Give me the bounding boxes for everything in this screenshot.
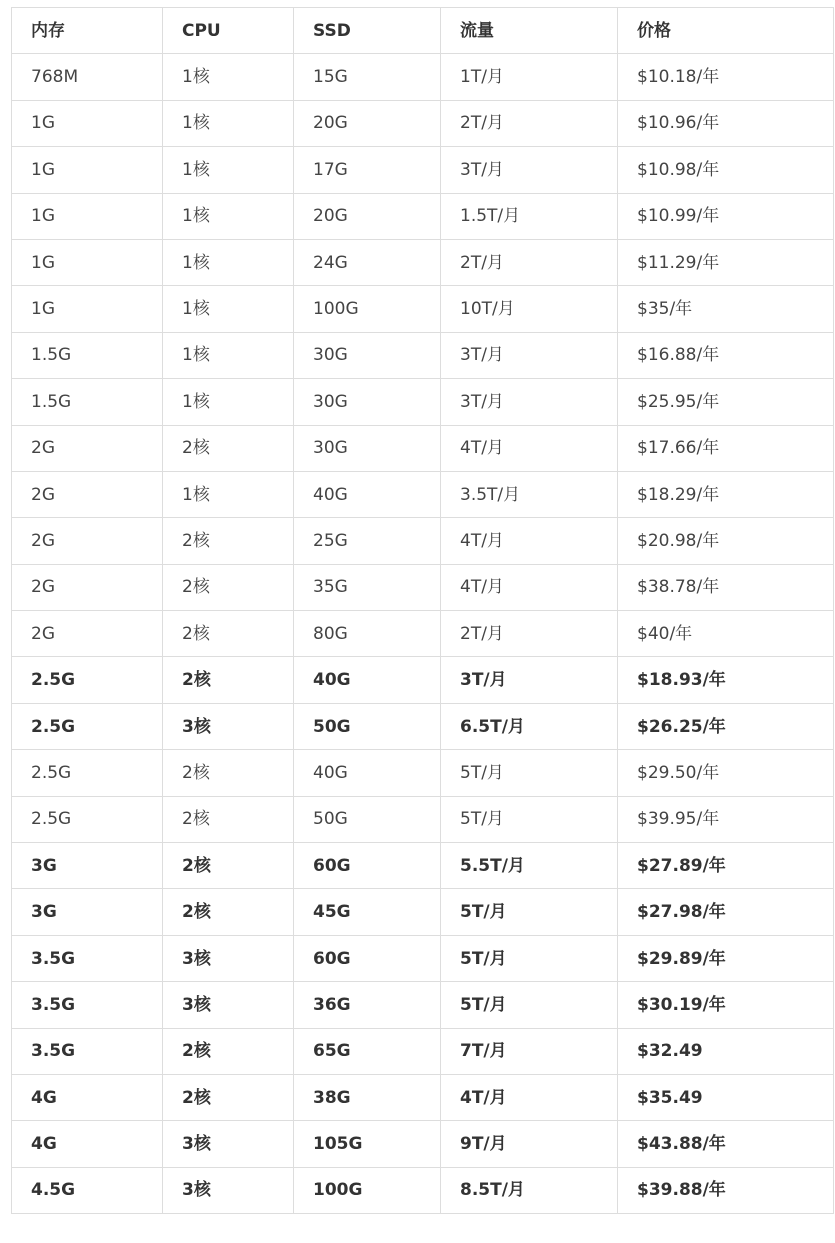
cell-traffic: 6.5T/月 (441, 703, 618, 749)
cell-cpu: 2核 (163, 611, 294, 657)
table-row (12, 147, 834, 193)
header-cpu: CPU (163, 8, 294, 54)
table-row (12, 471, 834, 517)
cell-memory: 3.5G (12, 1028, 163, 1074)
cell-memory: 4G (12, 1121, 163, 1167)
cell-ssd: 60G (294, 935, 441, 981)
cell-price: $10.18/年 (618, 54, 834, 100)
table-row (12, 611, 834, 657)
cell-traffic: 1T/月 (441, 54, 618, 100)
cell-price: $35/年 (618, 286, 834, 332)
table-row (12, 1167, 834, 1213)
table-row (12, 982, 834, 1028)
cell-ssd: 35G (294, 564, 441, 610)
cell-cpu: 2核 (163, 657, 294, 703)
cell-cpu: 1核 (163, 147, 294, 193)
cell-traffic: 5T/月 (441, 935, 618, 981)
cell-ssd: 30G (294, 425, 441, 471)
table-row (12, 286, 834, 332)
cell-memory: 2G (12, 425, 163, 471)
cell-traffic: 2T/月 (441, 239, 618, 285)
cell-traffic: 4T/月 (441, 518, 618, 564)
table-row (12, 1074, 834, 1120)
cell-traffic: 4T/月 (441, 1074, 618, 1120)
cell-price: $17.66/年 (618, 425, 834, 471)
cell-traffic: 5T/月 (441, 796, 618, 842)
cell-cpu: 3核 (163, 982, 294, 1028)
cell-traffic: 3T/月 (441, 147, 618, 193)
table-row (12, 379, 834, 425)
table-row (12, 657, 834, 703)
cell-ssd: 105G (294, 1121, 441, 1167)
cell-ssd: 50G (294, 796, 441, 842)
cell-ssd: 20G (294, 193, 441, 239)
cell-price: $38.78/年 (618, 564, 834, 610)
cell-price: $29.50/年 (618, 750, 834, 796)
table-row (12, 889, 834, 935)
table-row (12, 54, 834, 100)
table-row (12, 1121, 834, 1167)
cell-price: $18.93/年 (618, 657, 834, 703)
header-price: 价格 (618, 8, 834, 54)
cell-cpu: 2核 (163, 518, 294, 564)
cell-ssd: 60G (294, 843, 441, 889)
cell-memory: 768M (12, 54, 163, 100)
cell-price: $40/年 (618, 611, 834, 657)
cell-price: $26.25/年 (618, 703, 834, 749)
cell-cpu: 1核 (163, 286, 294, 332)
cell-cpu: 1核 (163, 332, 294, 378)
cell-memory: 1G (12, 286, 163, 332)
cell-cpu: 3核 (163, 703, 294, 749)
cell-ssd: 100G (294, 286, 441, 332)
header-traffic: 流量 (441, 8, 618, 54)
table-row (12, 843, 834, 889)
table-row (12, 935, 834, 981)
cell-traffic: 5.5T/月 (441, 843, 618, 889)
cell-memory: 2.5G (12, 750, 163, 796)
cell-ssd: 80G (294, 611, 441, 657)
cell-price: $20.98/年 (618, 518, 834, 564)
cell-traffic: 3.5T/月 (441, 471, 618, 517)
cell-cpu: 1核 (163, 379, 294, 425)
cell-ssd: 40G (294, 471, 441, 517)
cell-cpu: 1核 (163, 54, 294, 100)
cell-price: $11.29/年 (618, 239, 834, 285)
header-memory: 内存 (12, 8, 163, 54)
cell-cpu: 1核 (163, 239, 294, 285)
cell-price: $25.95/年 (618, 379, 834, 425)
cell-traffic: 5T/月 (441, 982, 618, 1028)
cell-price: $27.89/年 (618, 843, 834, 889)
cell-memory: 3G (12, 843, 163, 889)
cell-memory: 2.5G (12, 657, 163, 703)
cell-traffic: 8.5T/月 (441, 1167, 618, 1213)
cell-memory: 1G (12, 100, 163, 146)
cell-ssd: 40G (294, 750, 441, 796)
cell-ssd: 24G (294, 239, 441, 285)
cell-traffic: 1.5T/月 (441, 193, 618, 239)
cell-cpu: 2核 (163, 889, 294, 935)
cell-ssd: 20G (294, 100, 441, 146)
cell-cpu: 2核 (163, 425, 294, 471)
cell-traffic: 5T/月 (441, 750, 618, 796)
table-row (12, 332, 834, 378)
cell-price: $43.88/年 (618, 1121, 834, 1167)
cell-memory: 3.5G (12, 935, 163, 981)
table-row (12, 796, 834, 842)
cell-ssd: 15G (294, 54, 441, 100)
cell-memory: 1G (12, 239, 163, 285)
cell-price: $32.49 (618, 1028, 834, 1074)
cell-price: $18.29/年 (618, 471, 834, 517)
cell-traffic: 7T/月 (441, 1028, 618, 1074)
table-body (12, 54, 834, 1214)
cell-traffic: 9T/月 (441, 1121, 618, 1167)
table-row (12, 564, 834, 610)
cell-price: $27.98/年 (618, 889, 834, 935)
cell-traffic: 5T/月 (441, 889, 618, 935)
cell-cpu: 2核 (163, 1074, 294, 1120)
cell-cpu: 1核 (163, 471, 294, 517)
cell-ssd: 40G (294, 657, 441, 703)
cell-traffic: 10T/月 (441, 286, 618, 332)
cell-price: $10.98/年 (618, 147, 834, 193)
cell-memory: 1G (12, 147, 163, 193)
cell-ssd: 45G (294, 889, 441, 935)
header-row (12, 8, 834, 54)
cell-price: $39.88/年 (618, 1167, 834, 1213)
cell-cpu: 3核 (163, 1121, 294, 1167)
cell-ssd: 38G (294, 1074, 441, 1120)
cell-cpu: 1核 (163, 100, 294, 146)
cell-memory: 2G (12, 471, 163, 517)
cell-ssd: 36G (294, 982, 441, 1028)
cell-ssd: 50G (294, 703, 441, 749)
cell-price: $39.95/年 (618, 796, 834, 842)
cell-traffic: 4T/月 (441, 425, 618, 471)
table-row (12, 703, 834, 749)
cell-ssd: 25G (294, 518, 441, 564)
cell-traffic: 2T/月 (441, 100, 618, 146)
cell-memory: 4.5G (12, 1167, 163, 1213)
table-row (12, 193, 834, 239)
cell-cpu: 3核 (163, 935, 294, 981)
cell-traffic: 3T/月 (441, 379, 618, 425)
cell-cpu: 2核 (163, 564, 294, 610)
cell-memory: 3.5G (12, 982, 163, 1028)
cell-ssd: 30G (294, 379, 441, 425)
cell-ssd: 65G (294, 1028, 441, 1074)
table-row (12, 518, 834, 564)
cell-price: $30.19/年 (618, 982, 834, 1028)
table-row (12, 100, 834, 146)
cell-cpu: 1核 (163, 193, 294, 239)
cell-cpu: 2核 (163, 1028, 294, 1074)
vps-plans-table (11, 7, 834, 1214)
cell-traffic: 3T/月 (441, 332, 618, 378)
cell-memory: 2G (12, 518, 163, 564)
table-row (12, 239, 834, 285)
cell-memory: 1G (12, 193, 163, 239)
cell-price: $10.99/年 (618, 193, 834, 239)
cell-memory: 2G (12, 611, 163, 657)
cell-price: $35.49 (618, 1074, 834, 1120)
cell-price: $10.96/年 (618, 100, 834, 146)
cell-cpu: 3核 (163, 1167, 294, 1213)
table-header (12, 8, 834, 54)
cell-memory: 1.5G (12, 379, 163, 425)
cell-traffic: 3T/月 (441, 657, 618, 703)
cell-memory: 1.5G (12, 332, 163, 378)
cell-memory: 2.5G (12, 796, 163, 842)
cell-traffic: 4T/月 (441, 564, 618, 610)
cell-ssd: 100G (294, 1167, 441, 1213)
cell-price: $29.89/年 (618, 935, 834, 981)
cell-price: $16.88/年 (618, 332, 834, 378)
cell-cpu: 2核 (163, 843, 294, 889)
cell-cpu: 2核 (163, 796, 294, 842)
cell-ssd: 17G (294, 147, 441, 193)
table-row (12, 425, 834, 471)
cell-memory: 3G (12, 889, 163, 935)
cell-memory: 4G (12, 1074, 163, 1120)
table-row (12, 750, 834, 796)
header-ssd: SSD (294, 8, 441, 54)
cell-memory: 2.5G (12, 703, 163, 749)
table-row (12, 1028, 834, 1074)
cell-ssd: 30G (294, 332, 441, 378)
cell-cpu: 2核 (163, 750, 294, 796)
cell-traffic: 2T/月 (441, 611, 618, 657)
cell-memory: 2G (12, 564, 163, 610)
